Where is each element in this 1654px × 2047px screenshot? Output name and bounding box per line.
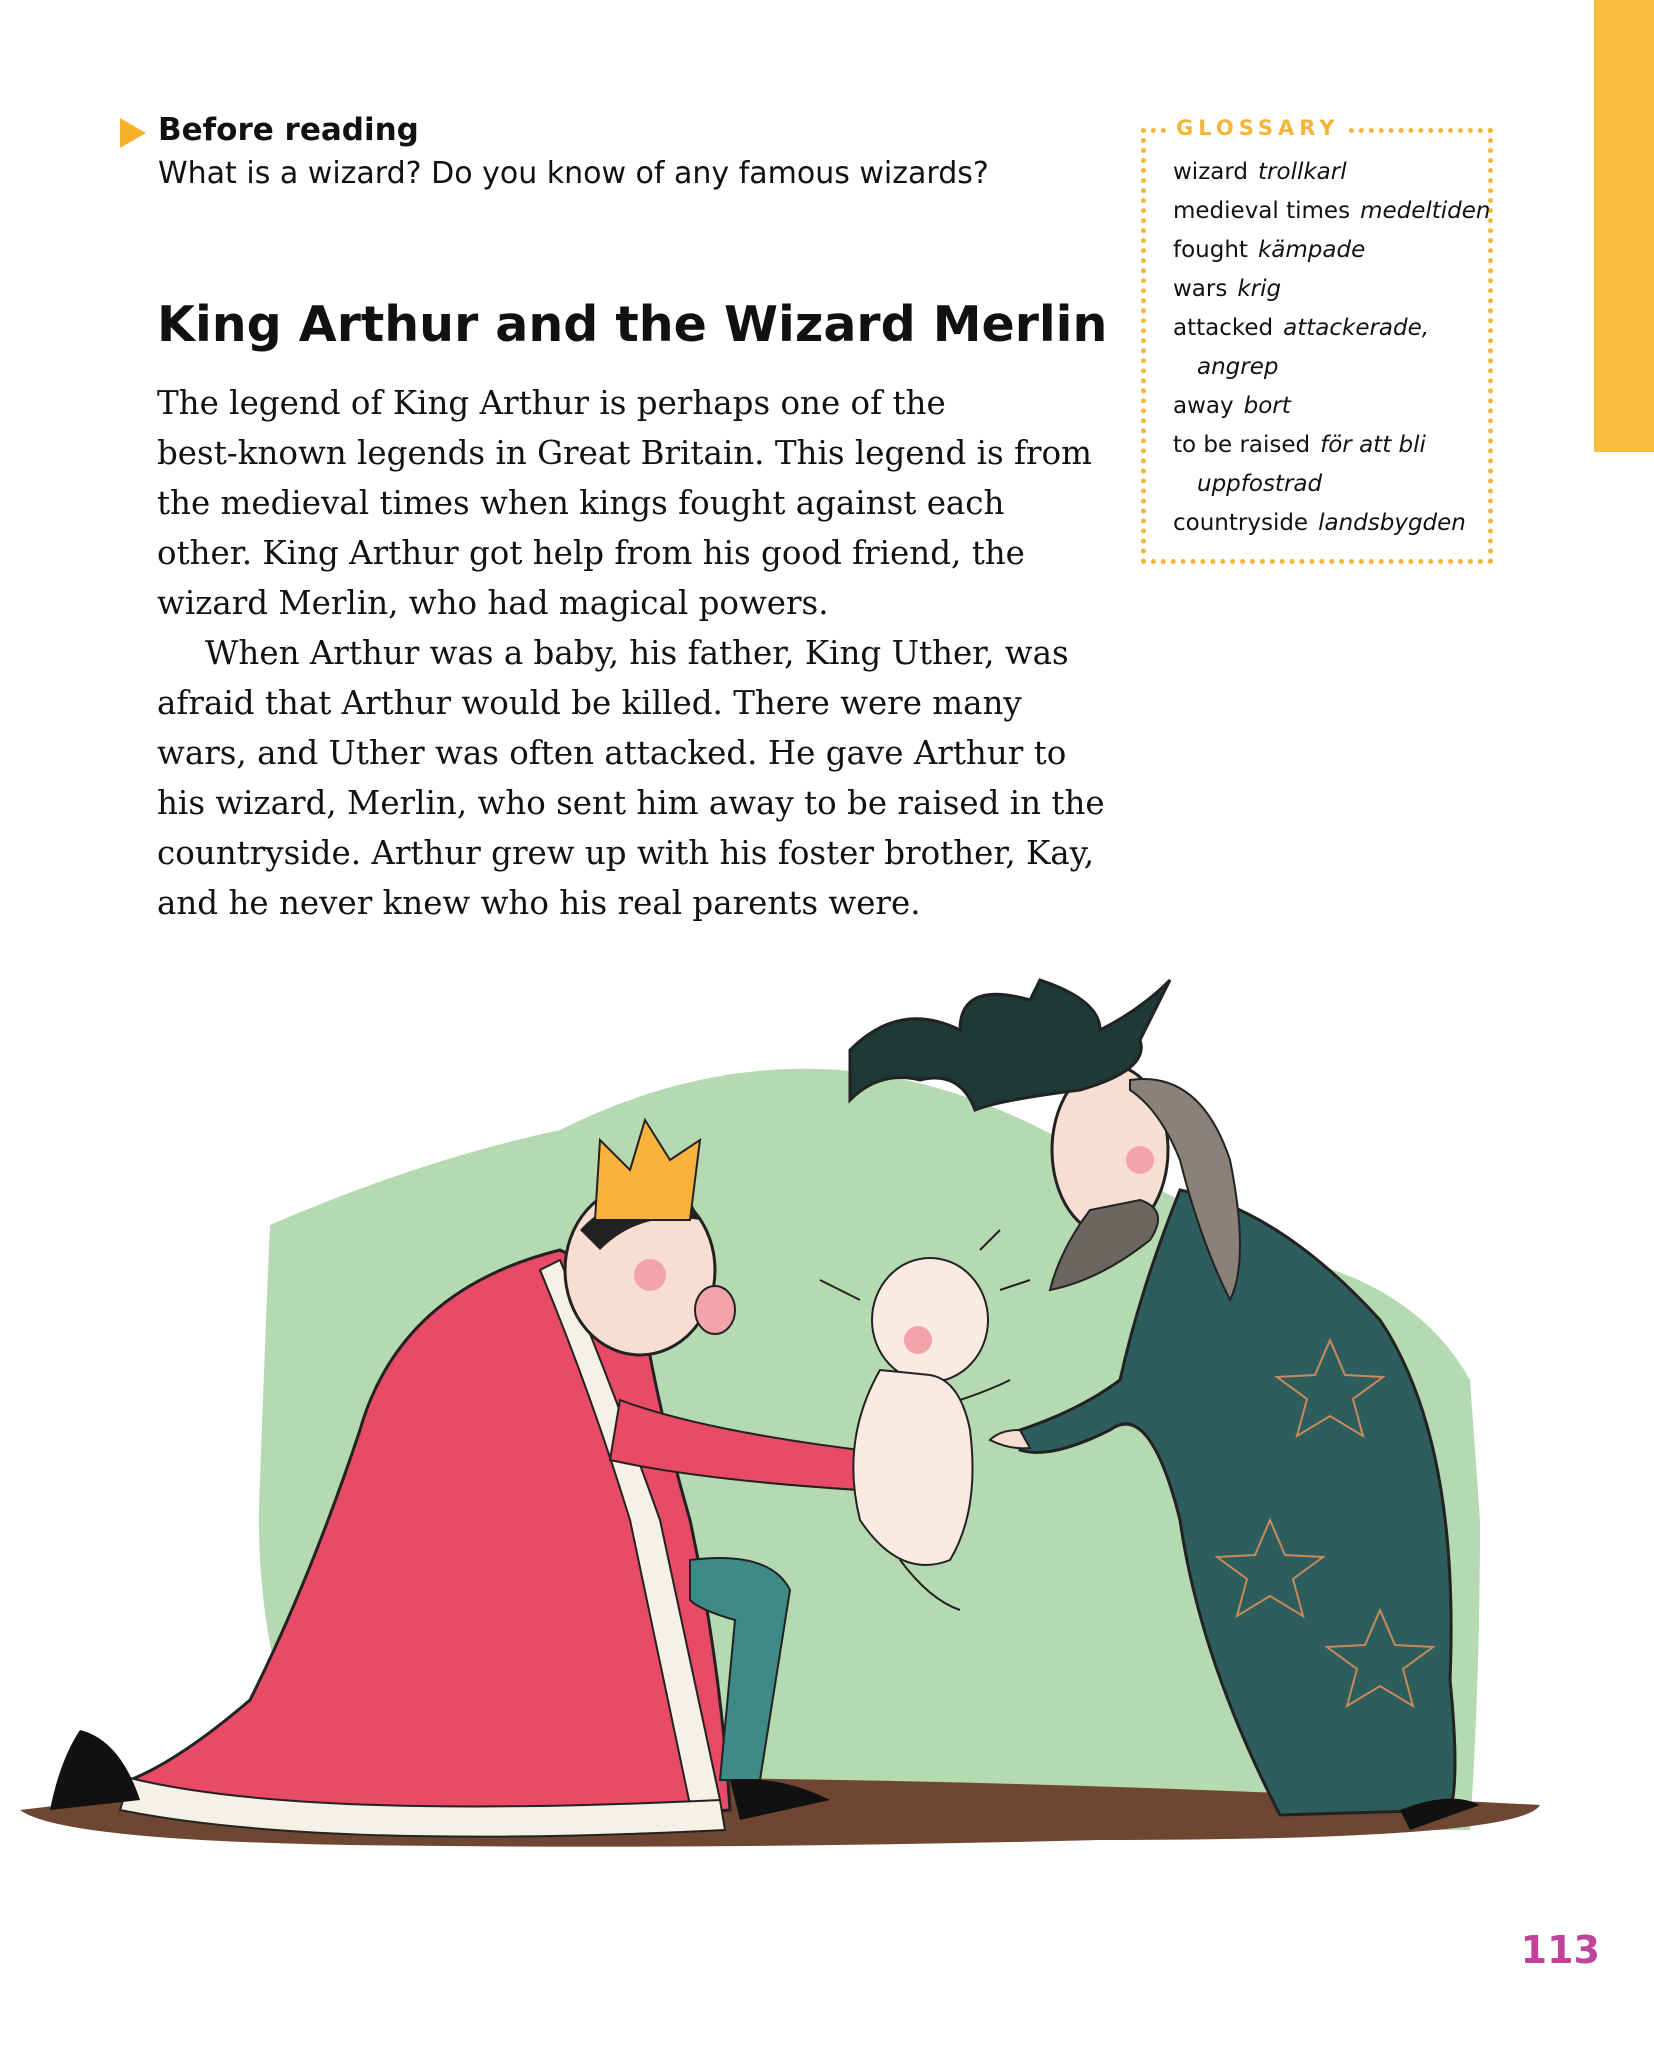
glossary-entry: [1173, 153, 1493, 192]
glossary-term: countryside: [1173, 510, 1309, 536]
glossary-term: fought: [1173, 237, 1248, 263]
glossary-entry: [1173, 504, 1493, 543]
glossary-entry: [1173, 426, 1493, 504]
body-line: and he never knew who his real parents were.: [157, 884, 921, 922]
page-number: 113: [1520, 1928, 1600, 1972]
story-body: [157, 378, 1107, 928]
baby-cheek: [904, 1326, 932, 1354]
glossary-translation: landsbygden: [1318, 510, 1466, 536]
glossary-translation: krig: [1237, 276, 1282, 302]
glossary-translation: för att bli: [1320, 432, 1426, 458]
story-title: King Arthur and the Wizard Merlin: [157, 296, 1108, 353]
glossary-entry: [1173, 231, 1493, 270]
glossary-title: GLOSSARY: [1170, 113, 1346, 143]
glossary-term: to be raised: [1173, 432, 1311, 458]
glossary-translation: kämpade: [1257, 237, 1366, 263]
side-tab-marker: [1594, 0, 1654, 452]
body-line: afraid that Arthur would be killed. There were many: [157, 684, 1022, 722]
baby-head: [872, 1258, 988, 1382]
glossary-entry: [1173, 387, 1493, 426]
glossary-translation: bort: [1243, 393, 1291, 419]
glossary-entry: [1173, 309, 1493, 387]
wizard-cheek: [1126, 1146, 1154, 1174]
body-line: his wizard, Merlin, who sent him away to be raised in the: [157, 784, 1105, 822]
glossary-entries: [1173, 153, 1493, 543]
king-nose: [695, 1286, 735, 1334]
king-back-shoe: [50, 1730, 140, 1810]
body-line: best-known legends in Great Britain. This legend is from: [157, 434, 1092, 472]
glossary-translation: medeltiden: [1360, 198, 1491, 224]
body-line: When Arthur was a baby, his father, King Uther, was: [205, 634, 1069, 672]
king-wizard-baby-illustration: [0, 960, 1654, 1880]
body-line: other. King Arthur got help from his good friend, the: [157, 534, 1025, 572]
before-reading-question: What is a wizard? Do you know of any famous wizards?: [158, 156, 989, 191]
body-line: The legend of King Arthur is perhaps one of the: [157, 384, 946, 422]
glossary-translation-continued: uppfostrad: [1197, 471, 1323, 497]
glossary-term: wars: [1173, 276, 1228, 302]
glossary-entry: [1173, 192, 1493, 231]
arrow-right-icon: [120, 118, 146, 148]
glossary-entry: [1173, 270, 1493, 309]
glossary-box: [1141, 116, 1493, 564]
king-cheek: [634, 1259, 666, 1291]
glossary-translation-continued: angrep: [1197, 354, 1279, 380]
glossary-term: away: [1173, 393, 1234, 419]
glossary-term: medieval times: [1173, 198, 1351, 224]
glossary-term: wizard: [1173, 159, 1249, 185]
before-reading-heading: Before reading: [158, 112, 419, 148]
body-line: wars, and Uther was often attacked. He gave Arthur to: [157, 734, 1067, 772]
body-line: wizard Merlin, who had magical powers.: [157, 584, 829, 622]
glossary-translation: attackerade,: [1283, 315, 1430, 341]
glossary-translation: trollkarl: [1258, 159, 1347, 185]
baby-body: [853, 1370, 972, 1565]
body-line: countryside. Arthur grew up with his foster brother, Kay,: [157, 834, 1095, 872]
body-line: the medieval times when kings fought against each: [157, 484, 1005, 522]
glossary-term: attacked: [1173, 315, 1274, 341]
